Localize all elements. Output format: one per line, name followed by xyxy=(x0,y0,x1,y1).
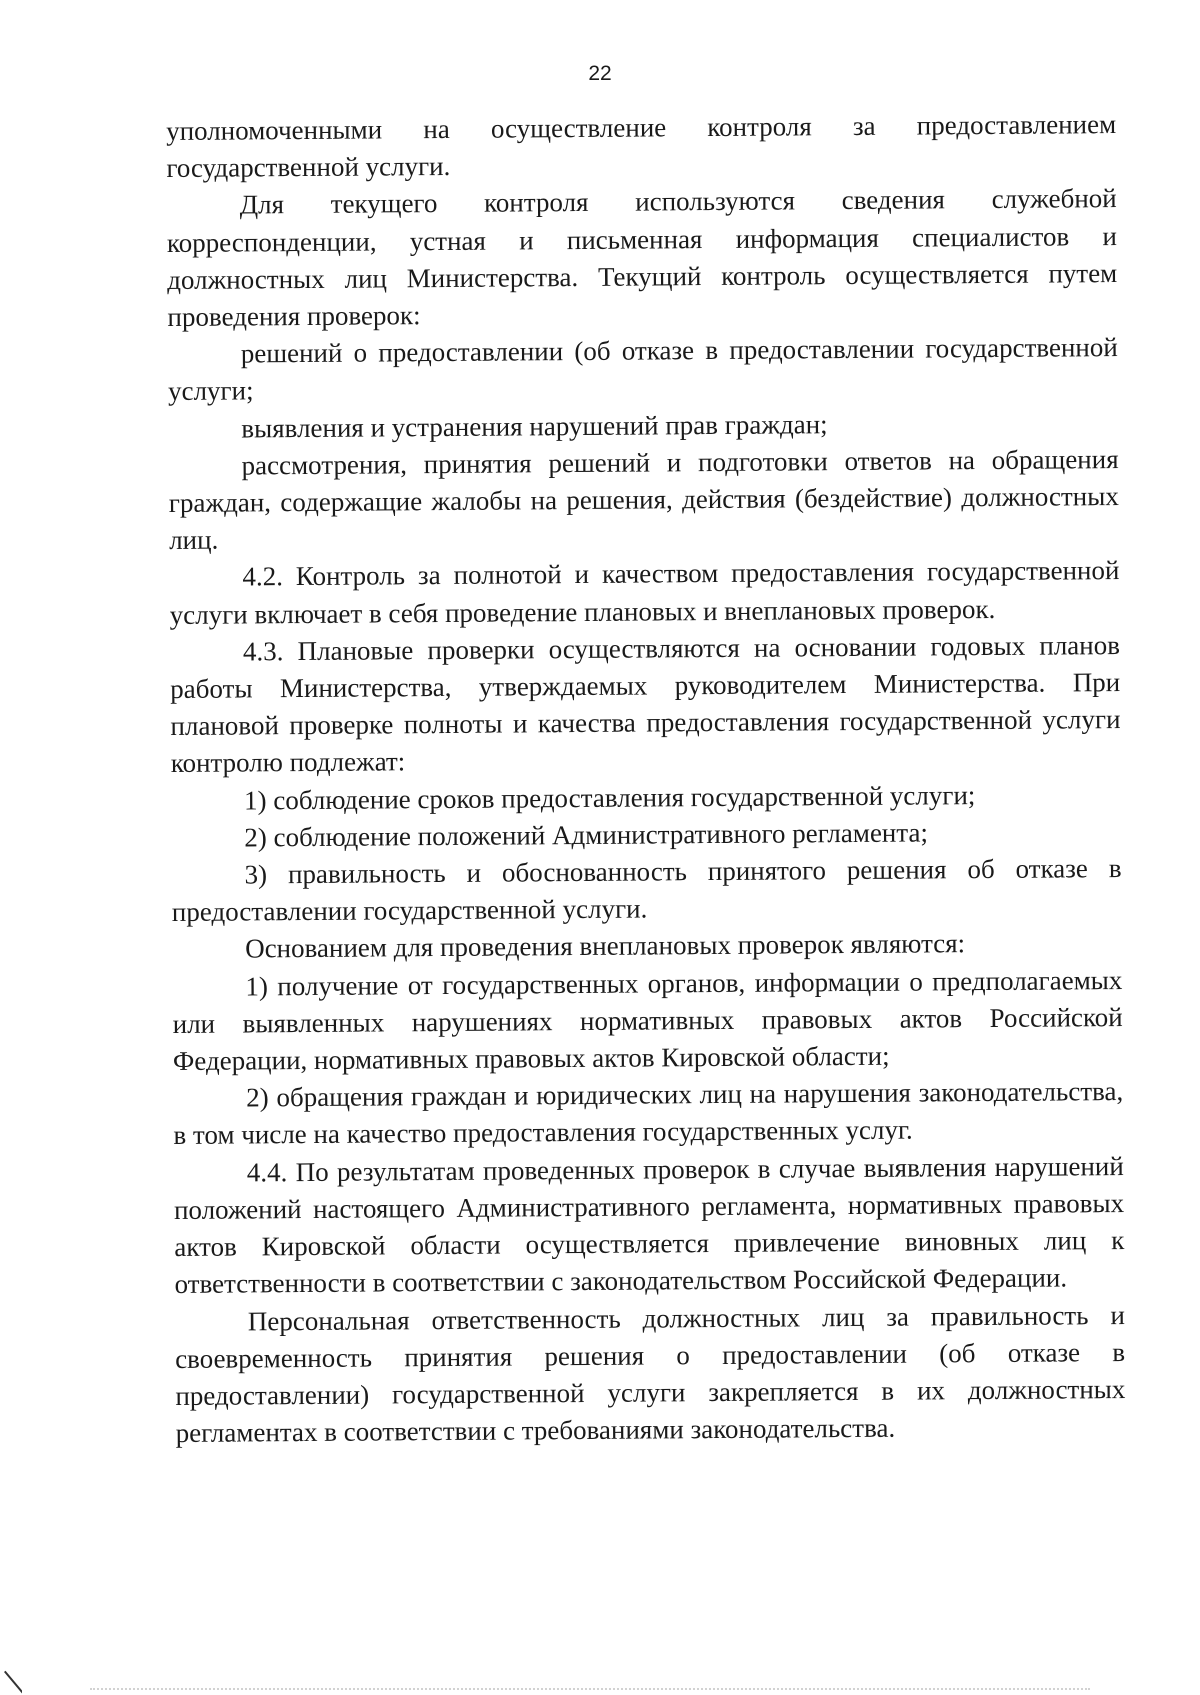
paragraph-10: 3) правильность и обоснованность принятого решения об отказе в предоставлении государственной услуги. xyxy=(171,853,1122,928)
paragraph-5: рассмотрения, принятия решений и подготовки ответов на обращения граждан, содержащие жалобы на решения, действия (бездействие) должностных лиц. xyxy=(168,443,1119,556)
scan-edge-mark xyxy=(0,1668,22,1695)
scan-edge-dots xyxy=(90,1688,1090,1690)
paragraph-1: уполномоченными на осуществление контроля за предоставлением государственной услуги. xyxy=(166,109,1117,184)
paragraph-6: 4.2. Контроль за полнотой и качеством предоставления государственной услуги включает в себя проведение плановых и внеплановых проверок. xyxy=(169,555,1120,630)
paragraph-3: решений о предоставлении (об отказе в предоставлении государственной услуги; xyxy=(167,332,1118,407)
paragraph-11: Основанием для проведения внеплановых проверок являются: xyxy=(245,928,966,964)
paragraph-13: 2) обращения граждан и юридических лиц на нарушения законодательства, в том числе на качество предоставления государственных услуг. xyxy=(173,1076,1124,1151)
paragraph-7: 4.3. Плановые проверки осуществляются на основании годовых планов работы Министерства, утверждаемых руководителем Министерства. При плановой проверке полноты и качества предоставления государственной услуги контролю подлежат: xyxy=(170,629,1121,779)
page-number: 22 xyxy=(588,62,612,85)
paragraph-8: 1) соблюдение сроков предоставления государственной услуги; xyxy=(243,779,976,816)
document-body xyxy=(166,106,1126,1452)
paragraph-12: 1) получение от государственных органов, информации о предполагаемых или выявленных нарушениях нормативных правовых актов Российской Федерации, нормативных правовых актов Кировской области; xyxy=(172,964,1123,1077)
paragraph-15: Персональная ответственность должностных лиц за правильность и своевременность принятия решения о предоставлении (об отказе в предоставлении) государственной услуги закрепляется в их должностных регламентах в соответствии с требованиями законодательства. xyxy=(175,1299,1126,1449)
paragraph-4: выявления и устранения нарушений прав граждан; xyxy=(241,408,828,444)
paragraph-14: 4.4. По результатам проведенных проверок в случае выявления нарушений положений настоящего Административного регламента, нормативных правовых актов Кировской области осуществляется привлечение виновных лиц к ответственности в соответствии с законодательством Российской Федерации. xyxy=(173,1150,1125,1300)
paragraph-2: Для текущего контроля используются сведения служебной корреспонденции, устная и письменная информация специалистов и должностных лиц Министерства. Текущий контроль осуществляется путем проведения проверок: xyxy=(166,183,1118,333)
paragraph-9: 2) соблюдение положений Административного регламента; xyxy=(244,817,929,853)
